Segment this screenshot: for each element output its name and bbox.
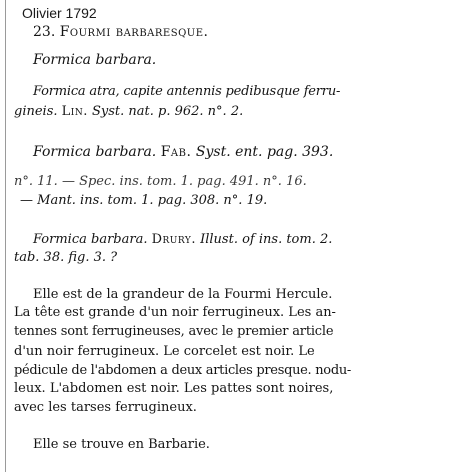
- ref-fabricius-species: Formica barbara.: [33, 144, 157, 160]
- latin-name: Formica barbara.: [33, 52, 157, 68]
- description-line-6: leux. L'abdomen est noir. Les pattes sont noires,: [14, 381, 334, 396]
- ref-fabricius-line-3: — Mant. ins. tom. 1. pag. 308. n°. 19.: [20, 193, 268, 208]
- ref-fabricius-citation: Syst. ent. pag. 393.: [195, 144, 334, 160]
- ref-linnaeus-citation: Syst. nat. p. 962. n°. 2.: [92, 104, 244, 119]
- description-line-1: Elle est de la grandeur de la Fourmi Hercule.: [33, 287, 333, 302]
- ref-linnaeus-word: gineis.: [14, 104, 58, 119]
- ref-fabricius-line-2: n°. 11. — Spec. ins. tom. 1. pag. 491. n°. 16.: [14, 174, 307, 189]
- habitat-line: Elle se trouve en Barbarie.: [33, 437, 210, 452]
- ref-linnaeus-author: Lin.: [61, 104, 88, 119]
- ref-drury-citation: Illust. of ins. tom. 2.: [200, 232, 333, 247]
- ref-drury-author: Drury.: [151, 232, 196, 247]
- description-line-7: avec les tarses ferrugineux.: [14, 400, 197, 415]
- ref-linnaeus-line-2: [14, 104, 243, 120]
- ref-drury-line-1: [33, 232, 332, 248]
- description-line-3: tennes sont ferrugineuses, avec le premier article: [14, 324, 334, 339]
- ref-drury-species: Formica barbara.: [33, 232, 148, 247]
- description-line-4: d'un noir ferrugineux. Le corcelet est noir. Le: [14, 344, 315, 359]
- description-line-2: La tête est grande d'un noir ferrugineux. Les an-: [14, 305, 336, 320]
- entry-number: 23.: [33, 24, 56, 40]
- ref-fabricius-author: Fab.: [160, 144, 192, 160]
- page-edge-rule: [5, 0, 6, 472]
- ref-drury-line-2: tab. 38. fig. 3. ?: [14, 250, 118, 265]
- source-caption: Olivier 1792: [22, 5, 97, 21]
- description-line-5: pédicule de l'abdomen a deux articles presque. nodu-: [14, 363, 352, 378]
- entry-heading: [33, 24, 208, 40]
- ref-linnaeus-line-1: Formica atra, capite antennis pedibusque ferru-: [33, 84, 341, 99]
- ref-fabricius-line-1: [33, 144, 333, 160]
- entry-title: Fourmi barbaresque.: [59, 24, 209, 40]
